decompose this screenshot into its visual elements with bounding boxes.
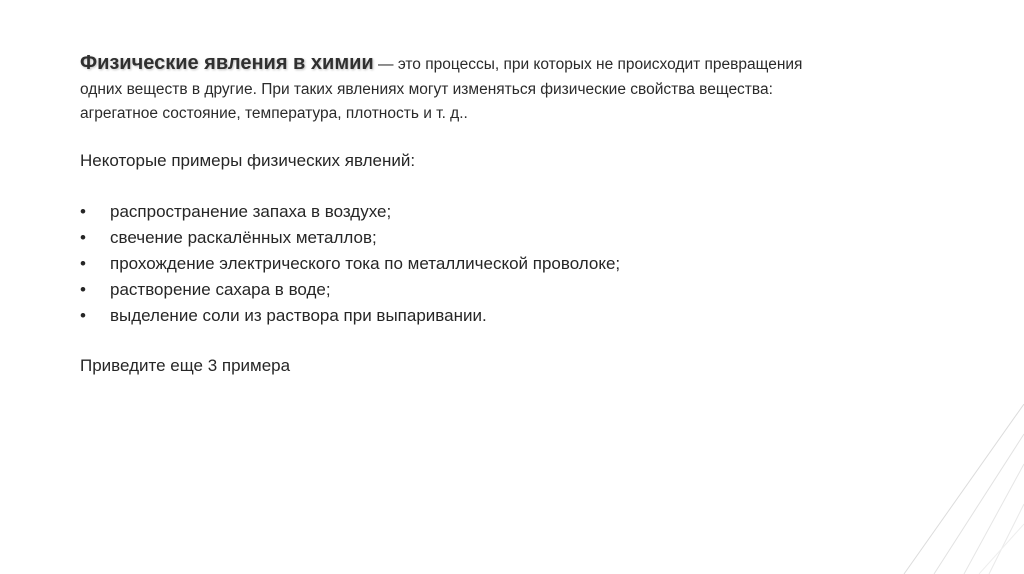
list-item (80, 251, 620, 277)
bullet-icon: • (80, 306, 86, 325)
examples-title: Некоторые примеры физических явлений: (80, 151, 416, 170)
decor-line (979, 524, 1024, 574)
list-item (80, 225, 620, 251)
list-item (80, 277, 620, 303)
definition-text-line-2: агрегатное состояние, температура, плотность и т. д.. (80, 105, 468, 122)
bullet-icon: • (80, 228, 86, 247)
corner-decoration (884, 404, 1024, 574)
task-prompt: Приведите еще 3 примера (80, 356, 291, 375)
definition-text-first: — это процессы, при которых не происходит превращения (373, 56, 803, 73)
definition-text-line-1: одних веществ в другие. При таких явлениях могут изменяться физические свойства вещества: (80, 81, 773, 98)
definition-block (80, 50, 920, 126)
bullet-icon: • (80, 202, 86, 221)
list-item-text: прохождение электрического тока по металлической проволоке; (110, 254, 621, 273)
examples-list (80, 199, 620, 329)
list-item-text: выделение соли из раствора при выпаривании. (110, 306, 487, 325)
definition-term: Физические явления в химии (80, 52, 374, 74)
list-item (80, 303, 620, 329)
list-item-text: распространение запаха в воздухе; (110, 202, 392, 221)
definition-heading-line (80, 50, 920, 78)
bullet-icon: • (80, 254, 86, 273)
list-item-text: растворение сахара в воде; (110, 280, 331, 299)
bullet-icon: • (80, 280, 86, 299)
decor-line (989, 504, 1024, 574)
list-item-text: свечение раскалённых металлов; (110, 228, 377, 247)
list-item (80, 199, 620, 225)
decor-line (904, 404, 1024, 574)
decor-line (934, 434, 1024, 574)
